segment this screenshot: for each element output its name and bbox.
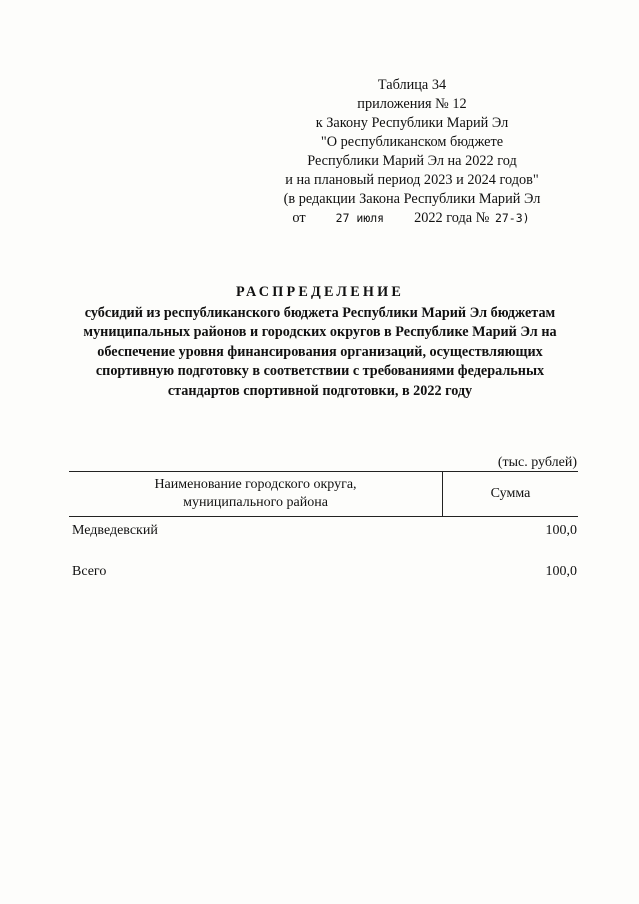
- edition-date-line: [262, 209, 562, 228]
- column-header-name: [69, 472, 443, 516]
- title-line: обеспечение уровня финансирования организаций, осуществляющих: [97, 343, 543, 360]
- edition-suffix: 2022 года №: [414, 210, 490, 226]
- edition-prefix: от: [292, 210, 306, 226]
- title-line: стандартов спортивной подготовки, в 2022 году: [167, 382, 473, 399]
- row-name: Медведевский: [72, 523, 158, 538]
- header-line: "О республиканском бюджете: [320, 134, 504, 150]
- row-sum: 100,0: [545, 564, 577, 579]
- title-line: субсидий из республиканского бюджета Республики Марий Эл бюджетам: [84, 304, 556, 321]
- edition-day-month: 27 июля: [335, 211, 385, 225]
- units-label: (тыс. рублей): [497, 455, 577, 470]
- column-header-sum: Сумма: [490, 486, 531, 501]
- header-line: Таблица 34: [377, 77, 447, 93]
- table-header: [69, 471, 578, 517]
- header-line: приложения № 12: [357, 96, 467, 112]
- header-line: (в редакции Закона Республики Марий Эл: [283, 191, 541, 207]
- header-line: к Закону Республики Марий Эл: [315, 115, 509, 131]
- edition-number: 27-З): [494, 211, 530, 225]
- row-sum: 100,0: [545, 523, 577, 538]
- header-line: и на плановый период 2023 и 2024 годов": [285, 172, 539, 188]
- distribution-table: [69, 471, 578, 579]
- row-name: Всего: [72, 564, 107, 579]
- title-line: муниципальных районов и городских округов в Республике Марий Эл на: [83, 324, 557, 340]
- document-title: [40, 283, 600, 401]
- title-line: спортивную подготовку в соответствии с требованиями федеральных: [95, 363, 545, 379]
- title-heading: РАСПРЕДЕЛЕНИЕ: [235, 284, 404, 300]
- document-header: [262, 76, 562, 228]
- column-header-name-line1: Наименование городского округа,: [154, 477, 357, 492]
- header-line: Республики Марий Эл на 2022 год: [307, 153, 517, 169]
- table-row: [69, 523, 578, 539]
- column-header-name-line2: муниципального района: [183, 495, 328, 510]
- table-row-total: [69, 564, 578, 580]
